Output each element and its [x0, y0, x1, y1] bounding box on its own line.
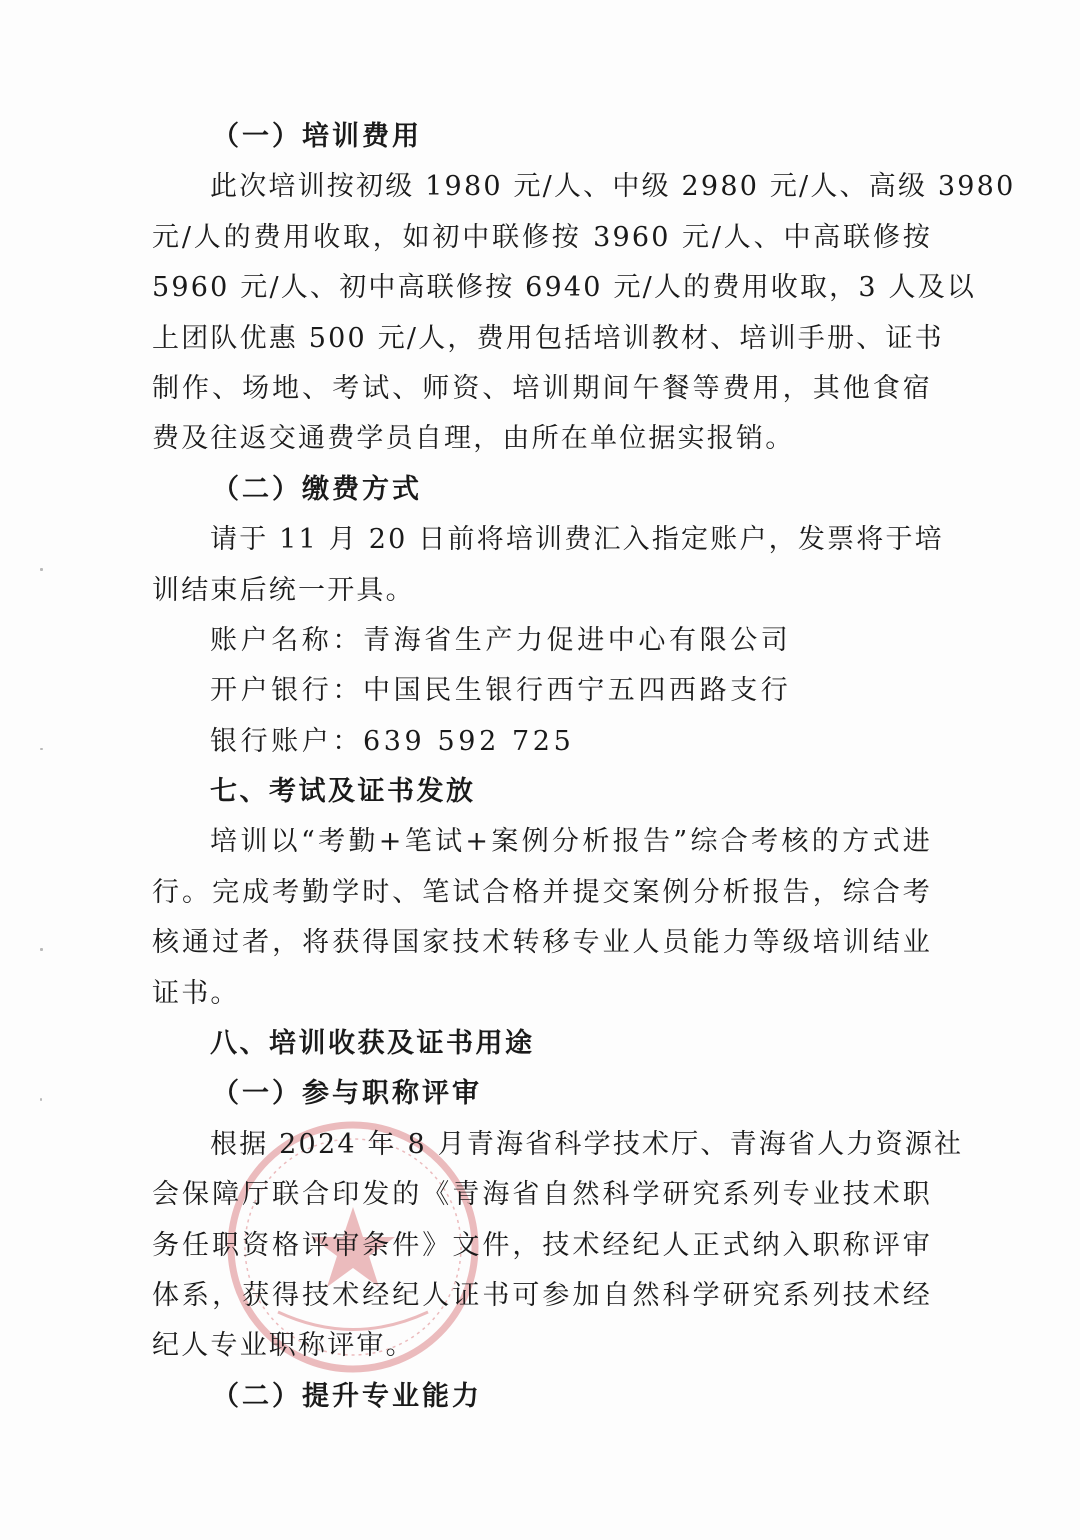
section-heading-exam-certificate: 七、考试及证书发放: [210, 776, 476, 808]
paragraph-line: 费及往返交通费学员自理，由所在单位据实报销。: [152, 423, 795, 455]
bank-account-line: 银行账户：639 592 725: [210, 725, 575, 757]
paragraph-line: 5960 元/人、初中高联修按 6940 元/人的费用收取，3 人及以: [152, 272, 977, 304]
scan-speck: [40, 748, 43, 750]
paragraph-line: 纪人专业职称评审。: [152, 1330, 415, 1362]
paragraph-line: 务任职资格评审条件》文件，技术经纪人正式纳入职称评审: [152, 1229, 932, 1261]
paragraph-line: 训结束后统一开具。: [152, 574, 415, 606]
paragraph-line: 行。完成考勤学时、笔试合格并提交案例分析报告，综合考: [152, 876, 932, 908]
paragraph-line: 核通过者，将获得国家技术转移专业人员能力等级培训结业: [152, 927, 932, 959]
paragraph-line: 请于 11 月 20 日前将培训费汇入指定账户，发票将于培: [210, 524, 944, 556]
paragraph-line: 会保障厅联合印发的《青海省自然科学研究系列专业技术职: [152, 1179, 932, 1211]
paragraph-line: 制作、场地、考试、师资、培训期间午餐等费用，其他食宿: [152, 372, 932, 404]
paragraph-line: 体系，获得技术经纪人证书可参加自然科学研究系列技术经: [152, 1279, 932, 1311]
paragraph-line: 证书。: [152, 977, 240, 1009]
section-heading-payment-method: （二）缴费方式: [212, 473, 422, 505]
scan-speck: [40, 948, 43, 951]
scan-speck: [40, 568, 43, 571]
section-heading-title-review: （一）参与职称评审: [212, 1078, 482, 1110]
paragraph-line: 上团队优惠 500 元/人，费用包括培训教材、培训手册、证书: [152, 322, 944, 354]
paragraph-line: 此次培训按初级 1980 元/人、中级 2980 元/人、高级 3980: [210, 171, 1016, 203]
account-name-line: 账户名称：青海省生产力促进中心有限公司: [210, 624, 792, 656]
section-heading-training-fee: （一）培训费用: [212, 121, 422, 152]
scan-speck: [40, 1098, 42, 1101]
section-heading-professional-ability: （二）提升专业能力: [212, 1380, 482, 1412]
paragraph-line: 元/人的费用收取，如初中联修按 3960 元/人、中高联修按: [152, 221, 932, 253]
paragraph-line: 培训以“考勤+笔试+案例分析报告”综合考核的方式进: [210, 826, 932, 858]
document-body: [152, 112, 1016, 1422]
section-heading-training-gains: 八、培训收获及证书用途: [210, 1028, 535, 1060]
paragraph-line: 根据 2024 年 8 月青海省科学技术厅、青海省人力资源社: [210, 1128, 964, 1160]
bank-name-line: 开户银行：中国民生银行西宁五四西路支行: [210, 675, 792, 707]
